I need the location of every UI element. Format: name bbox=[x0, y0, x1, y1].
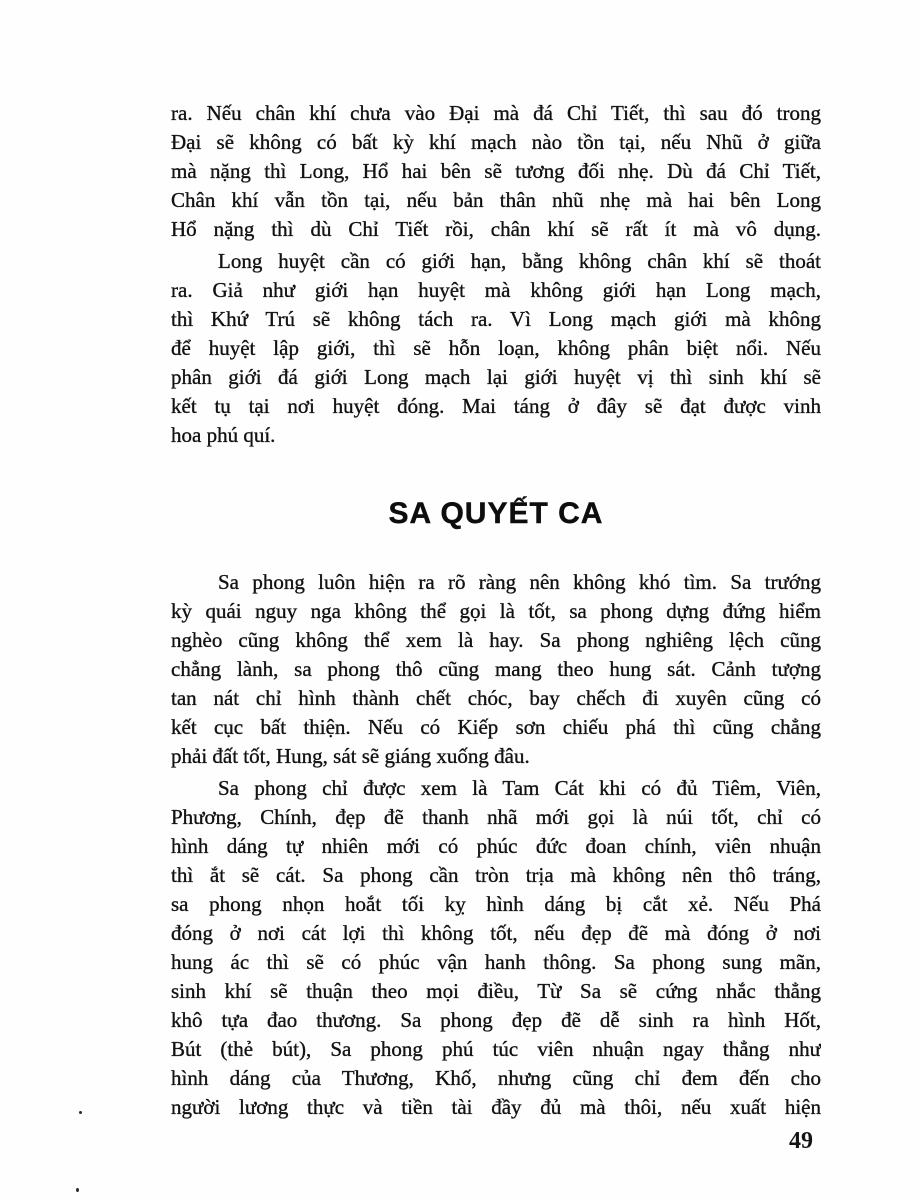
text-line: Phương, Chính, đẹp đẽ thanh nhã mới gọi là núi tốt, chỉ có bbox=[171, 805, 821, 829]
text-line: nghèo cũng không thể xem là hay. Sa phong nghiêng lệch cũng bbox=[171, 628, 821, 652]
text-line: tan nát chỉ hình thành chết chóc, bay chếch đi xuyên cũng có bbox=[171, 686, 821, 710]
text-line: Hổ nặng thì dù Chỉ Tiết rồi, chân khí sẽ rất ít mà vô dụng. bbox=[171, 217, 821, 241]
text-line: phân giới đá giới Long mạch lại giới huyệt vị thì sinh khí sẽ bbox=[171, 365, 821, 389]
text-line: Sa phong luôn hiện ra rõ ràng nên không khó tìm. Sa trướng bbox=[218, 570, 821, 594]
text-line: Long huyệt cần có giới hạn, bằng không chân khí sẽ thoát bbox=[218, 249, 821, 273]
text-line: mà nặng thì Long, Hổ hai bên sẽ tương đối nhẹ. Dù đá Chỉ Tiết, bbox=[171, 159, 821, 183]
text-line: hung ác thì sẽ có phúc vận hanh thông. Sa phong sung mãn, bbox=[171, 950, 821, 974]
text-line: thì ắt sẽ cát. Sa phong cần tròn trịa mà không nên thô tráng, bbox=[171, 863, 821, 887]
text-line: đóng ở nơi cát lợi thì không tốt, nếu đẹp đẽ mà đóng ở nơi bbox=[171, 921, 821, 945]
section-heading: SA QUYẾT CA bbox=[388, 497, 604, 530]
text-line: Đại sẽ không có bất kỳ khí mạch nào tồn tại, nếu Nhũ ở giữa bbox=[171, 130, 821, 154]
text-line: để huyệt lập giới, thì sẽ hỗn loạn, không phân biệt nổi. Nếu bbox=[171, 336, 821, 360]
paragraph-2 bbox=[171, 247, 821, 450]
text-line: người lương thực và tiền tài đầy đủ mà thôi, nếu xuất hiện bbox=[171, 1095, 821, 1119]
text-line: khô tựa đao thương. Sa phong đẹp đẽ dễ sinh ra hình Hốt, bbox=[171, 1008, 821, 1032]
text-line: Chân khí vẫn tồn tại, nếu bản thân nhũ nhẹ mà hai bên Long bbox=[171, 188, 821, 212]
text-line: kết tụ tại nơi huyệt đóng. Mai táng ở đây sẽ đạt được vinh bbox=[171, 394, 821, 418]
text-line: kết cục bất thiện. Nếu có Kiếp sơn chiếu phá thì cũng chẳng bbox=[171, 715, 821, 739]
text-line: ra. Giả như giới hạn huyệt mà không giới hạn Long mạch, bbox=[171, 278, 821, 302]
text-line: hình dáng của Thương, Khố, nhưng cũng chỉ đem đến cho bbox=[171, 1066, 821, 1090]
text-line: kỳ quái nguy nga không thể gọi là tốt, sa phong dựng đứng hiểm bbox=[171, 599, 821, 623]
text-line: thì Khứ Trú sẽ không tách ra. Vì Long mạch giới mà không bbox=[171, 307, 821, 331]
text-line: sinh khí sẽ thuận theo mọi điều, Từ Sa sẽ cứng nhắc thẳng bbox=[171, 979, 821, 1003]
page-number: 49 bbox=[789, 1128, 813, 1154]
text-line: ra. Nếu chân khí chưa vào Đại mà đá Chỉ Tiết, thì sau đó trong bbox=[171, 101, 821, 125]
text-line: hoa phú quí. bbox=[171, 423, 276, 447]
text-line: chẳng lành, sa phong thô cũng mang theo hung sát. Cảnh tượng bbox=[171, 657, 821, 681]
ink-speck bbox=[76, 1188, 79, 1192]
text-line: Bút (thẻ bút), Sa phong phú túc viên nhuận ngay thẳng như bbox=[171, 1037, 821, 1061]
text-line: phải đất tốt, Hung, sát sẽ giáng xuống đâu. bbox=[171, 744, 530, 768]
text-block bbox=[171, 99, 821, 1122]
paragraph-4 bbox=[171, 774, 821, 1122]
ink-speck bbox=[79, 1111, 82, 1114]
paragraph-1 bbox=[171, 99, 821, 244]
paragraph-3 bbox=[171, 568, 821, 771]
text-line: hình dáng tự nhiên mới có phúc đức đoan chính, viên nhuận bbox=[171, 834, 821, 858]
text-line: Sa phong chỉ được xem là Tam Cát khi có đủ Tiêm, Viên, bbox=[218, 776, 821, 800]
text-line: sa phong nhọn hoắt tối kỵ hình dáng bị cắt xẻ. Nếu Phá bbox=[171, 892, 821, 916]
